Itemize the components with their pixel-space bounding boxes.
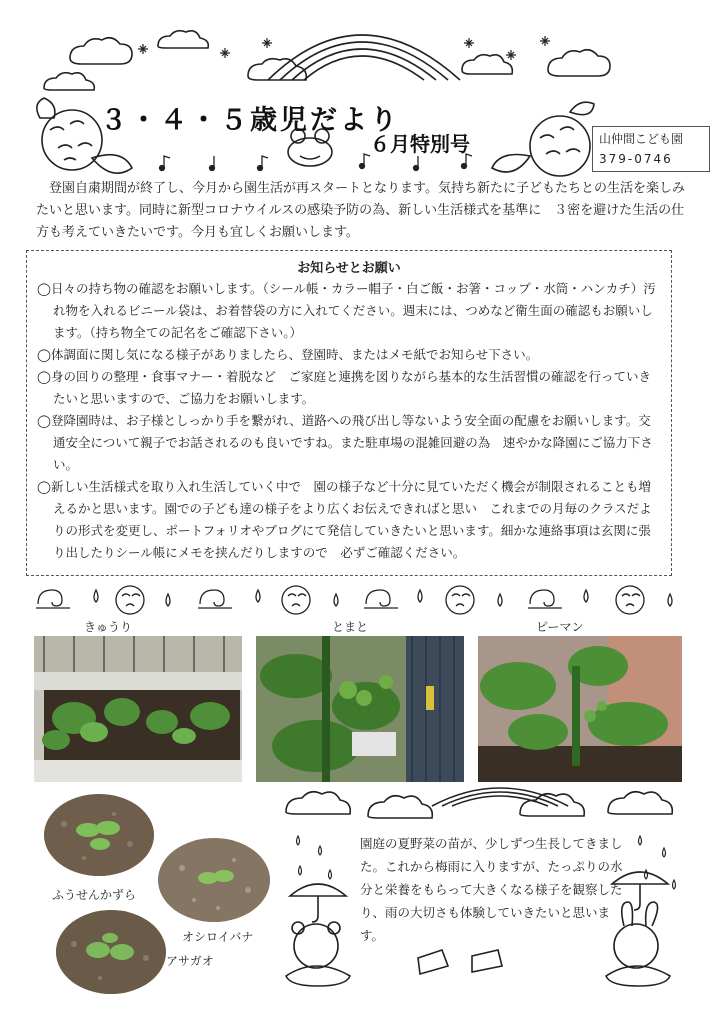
morning-glory-photo bbox=[56, 910, 166, 994]
intro-paragraph: 登園自粛期間が終了し、今月から園生活が再スタートとなります。気持ち新たに子どもたちとの生活を楽しみたいと思います。同時に新型コロナウイルスの感染予防の為、新しい生活様式を基準に ３密を避けた生活の仕方も考えていきたいです。今月も宜しくお願いします。 bbox=[36, 181, 685, 240]
tomato-photo bbox=[256, 636, 464, 782]
divider-decoration bbox=[36, 586, 672, 614]
photo-label-four-oclock: オシロイバナ bbox=[182, 930, 254, 944]
boots-icon bbox=[418, 950, 502, 974]
school-info-box bbox=[592, 126, 710, 172]
rainbow-icon bbox=[268, 35, 460, 80]
bear-icon bbox=[286, 922, 350, 986]
newsletter-subtitle: ６月特別号 bbox=[370, 132, 470, 156]
photo-label-tomato: とまと bbox=[332, 620, 369, 634]
notice-box bbox=[26, 250, 672, 576]
bell-pepper-photo bbox=[478, 636, 682, 782]
school-name: 山仲間こども園 bbox=[599, 132, 684, 146]
notice-title: お知らせとお願い bbox=[297, 261, 401, 276]
newsletter-title: ３・４・５歳児だより bbox=[100, 105, 400, 136]
hydrangea-icon bbox=[492, 102, 594, 176]
notice-item: ◯日々の持ち物の確認をお願いします。（シール帳・カラー帽子・白ご飯・お箸・コップ・水筒・ハンカチ）汚れ物を入れるビニール袋は、お着替袋の方に入れてください。週末には、つめなど衛生面の確認もお願いします。（持ち物全ての記名をご確認下さい。） bbox=[37, 281, 656, 340]
rainbow-icon bbox=[432, 788, 568, 806]
balloon-vine-photo bbox=[44, 794, 154, 876]
cloud-icon bbox=[44, 31, 610, 90]
photo-label-balloon-vine: ふうせんかずら bbox=[52, 888, 137, 902]
photo-label-cucumber: きゅうり bbox=[84, 620, 133, 634]
garden-message: 園庭の夏野菜の苗が、少しずつ生長してきました。これから梅雨に入りますが、たっぷりの水分と栄養をもらって大きくなる様子を観察したり、雨の大切さも体験していきたいと思います。 bbox=[360, 836, 623, 943]
photo-label-morning-glory: アサガオ bbox=[166, 954, 214, 968]
cucumber-photo bbox=[34, 636, 242, 782]
four-oclock-flower-photo bbox=[158, 838, 270, 922]
notice-item: ◯新しい生活様式を取り入れ生活していく中で 園の様子など十分に見ていただく機会が制限されることも増えるかと思います。園での子ども達の様子をより広くお伝えできればと思い これまでの月毎のクラスだよりの形式を変更し、ポートフォリオやブログにて発信していきたいと思います。細かな連絡事項は玄関に張り出したりシール帳にメモを挟んだりしますので 必ずご確認ください。 bbox=[37, 479, 652, 560]
photo-label-bell-pepper: ピーマン bbox=[536, 620, 584, 634]
notice-item: ◯登降園時は、お子様としっかり手を繋がれ、道路への飛び出し等ないよう安全面の配慮をお願いします。交通安全について親子でお話されるのも良いですね。また駐車場の混雑回避の為 速やかな降園にご協力下さい。 bbox=[37, 413, 653, 472]
notice-item: ◯体調面に関し気になる様子がありましたら、登園時、またはメモ紙でお知らせ下さい。 bbox=[37, 347, 539, 362]
school-phone: 379-0746 bbox=[599, 152, 673, 166]
cloud-icon bbox=[286, 792, 672, 818]
notice-item: ◯身の回りの整理・食事マナー・着脱など ご家庭と連携を図りながら基本的な生活習慣の確認を行っていきたいと思いますので、ご協力をお願いします。 bbox=[37, 369, 651, 406]
